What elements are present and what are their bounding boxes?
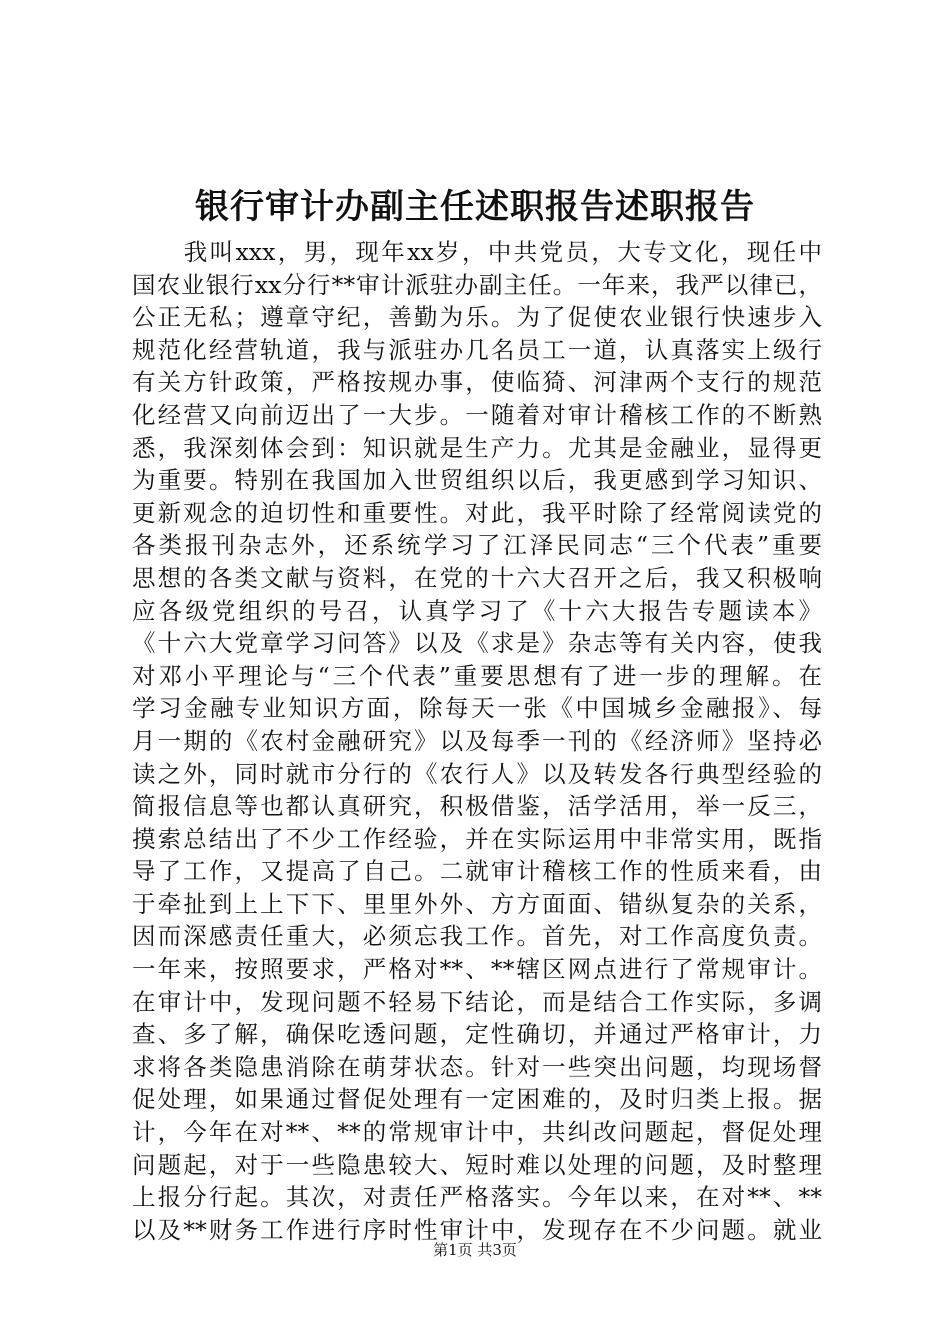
body-line: 更新观念的迫切性和重要性。对此，我平时除了经常阅读党的 xyxy=(132,498,822,527)
body-line: 问题起，对于一些隐患较大、短时难以处理的问题，及时整理 xyxy=(132,1150,822,1179)
body-line: 为重要。特别在我国加入世贸组织以后，我更感到学习知识、 xyxy=(132,466,822,495)
body-line: 查、多了解，确保吃透问题，定性确切，并通过严格审计，力 xyxy=(132,1020,822,1049)
document-title: 银行审计办副主任述职报告述职报告 xyxy=(195,187,755,227)
body-line: 《十六大党章学习问答》以及《求是》杂志等有关内容，使我 xyxy=(132,629,822,658)
body-line: 应各级党组织的号召，认真学习了《十六大报告专题读本》 xyxy=(132,596,822,625)
body-line: 思想的各类文献与资料，在党的十六大召开之后，我又积极响 xyxy=(132,563,822,592)
page-number: 第1页 共3页 xyxy=(433,1241,517,1259)
body-line: 导了工作，又提高了自己。二就审计稽核工作的性质来看，由 xyxy=(132,857,822,886)
body-line: 各类报刊杂志外，还系统学习了江泽民同志“三个代表”重要 xyxy=(132,531,822,560)
body-line: 学习金融专业知识方面，除每天一张《中国城乡金融报》、每 xyxy=(132,694,822,723)
body-line: 计，今年在对**、**的常规审计中，共纠改问题起，督促处理 xyxy=(132,1118,822,1147)
body-line: 月一期的《农村金融研究》以及每季一刊的《经济师》坚持必 xyxy=(132,726,822,755)
body-line: 因而深感责任重大，必须忘我工作。首先，对工作高度负责。 xyxy=(132,922,822,951)
body-line: 以及**财务工作进行序时性审计中，发现存在不少问题。就业 xyxy=(132,1215,822,1244)
body-line: 规范化经营轨道，我与派驻办几名员工一道，认真落实上级行 xyxy=(132,335,822,364)
body-line: 一年来，按照要求，严格对**、**辖区网点进行了常规审计。 xyxy=(132,955,822,984)
body-line: 促处理，如果通过督促处理有一定困难的，及时归类上报。据 xyxy=(132,1085,822,1114)
body-line: 摸索总结出了不少工作经验，并在实际运用中非常实用，既指 xyxy=(132,824,822,853)
body-line: 读之外，同时就市分行的《农行人》以及转发各行典型经验的 xyxy=(132,759,822,788)
document-body xyxy=(132,236,822,1246)
body-line: 悉，我深刻体会到：知识就是生产力。尤其是金融业，显得更 xyxy=(132,433,822,462)
body-line: 国农业银行xx分行**审计派驻办副主任。一年来，我严以律已， xyxy=(132,270,822,299)
body-line: 简报信息等也都认真研究，积极借鉴，活学活用，举一反三， xyxy=(132,792,822,821)
body-line: 我叫xxx，男，现年xx岁，中共党员，大专文化，现任中 xyxy=(132,238,822,266)
page-footer xyxy=(0,1240,950,1260)
body-line: 公正无私；遵章守纪，善勤为乐。为了促使农业银行快速步入 xyxy=(132,303,822,332)
body-line: 求将各类隐患消除在萌芽状态。针对一些突出问题，均现场督 xyxy=(132,1052,822,1081)
body-line: 于牵扯到上上下下、里里外外、方方面面、错纵复杂的关系， xyxy=(132,889,822,918)
body-line: 上报分行起。其次，对责任严格落实。今年以来，在对**、** xyxy=(132,1183,822,1212)
body-line: 对邓小平理论与“三个代表”重要思想有了进一步的理解。在 xyxy=(132,661,822,690)
body-line: 有关方针政策，严格按规办事，使临猗、河津两个支行的规范 xyxy=(132,368,822,397)
body-line: 化经营又向前迈出了一大步。一随着对审计稽核工作的不断熟 xyxy=(132,400,822,429)
body-line: 在审计中，发现问题不轻易下结论，而是结合工作实际，多调 xyxy=(132,987,822,1016)
